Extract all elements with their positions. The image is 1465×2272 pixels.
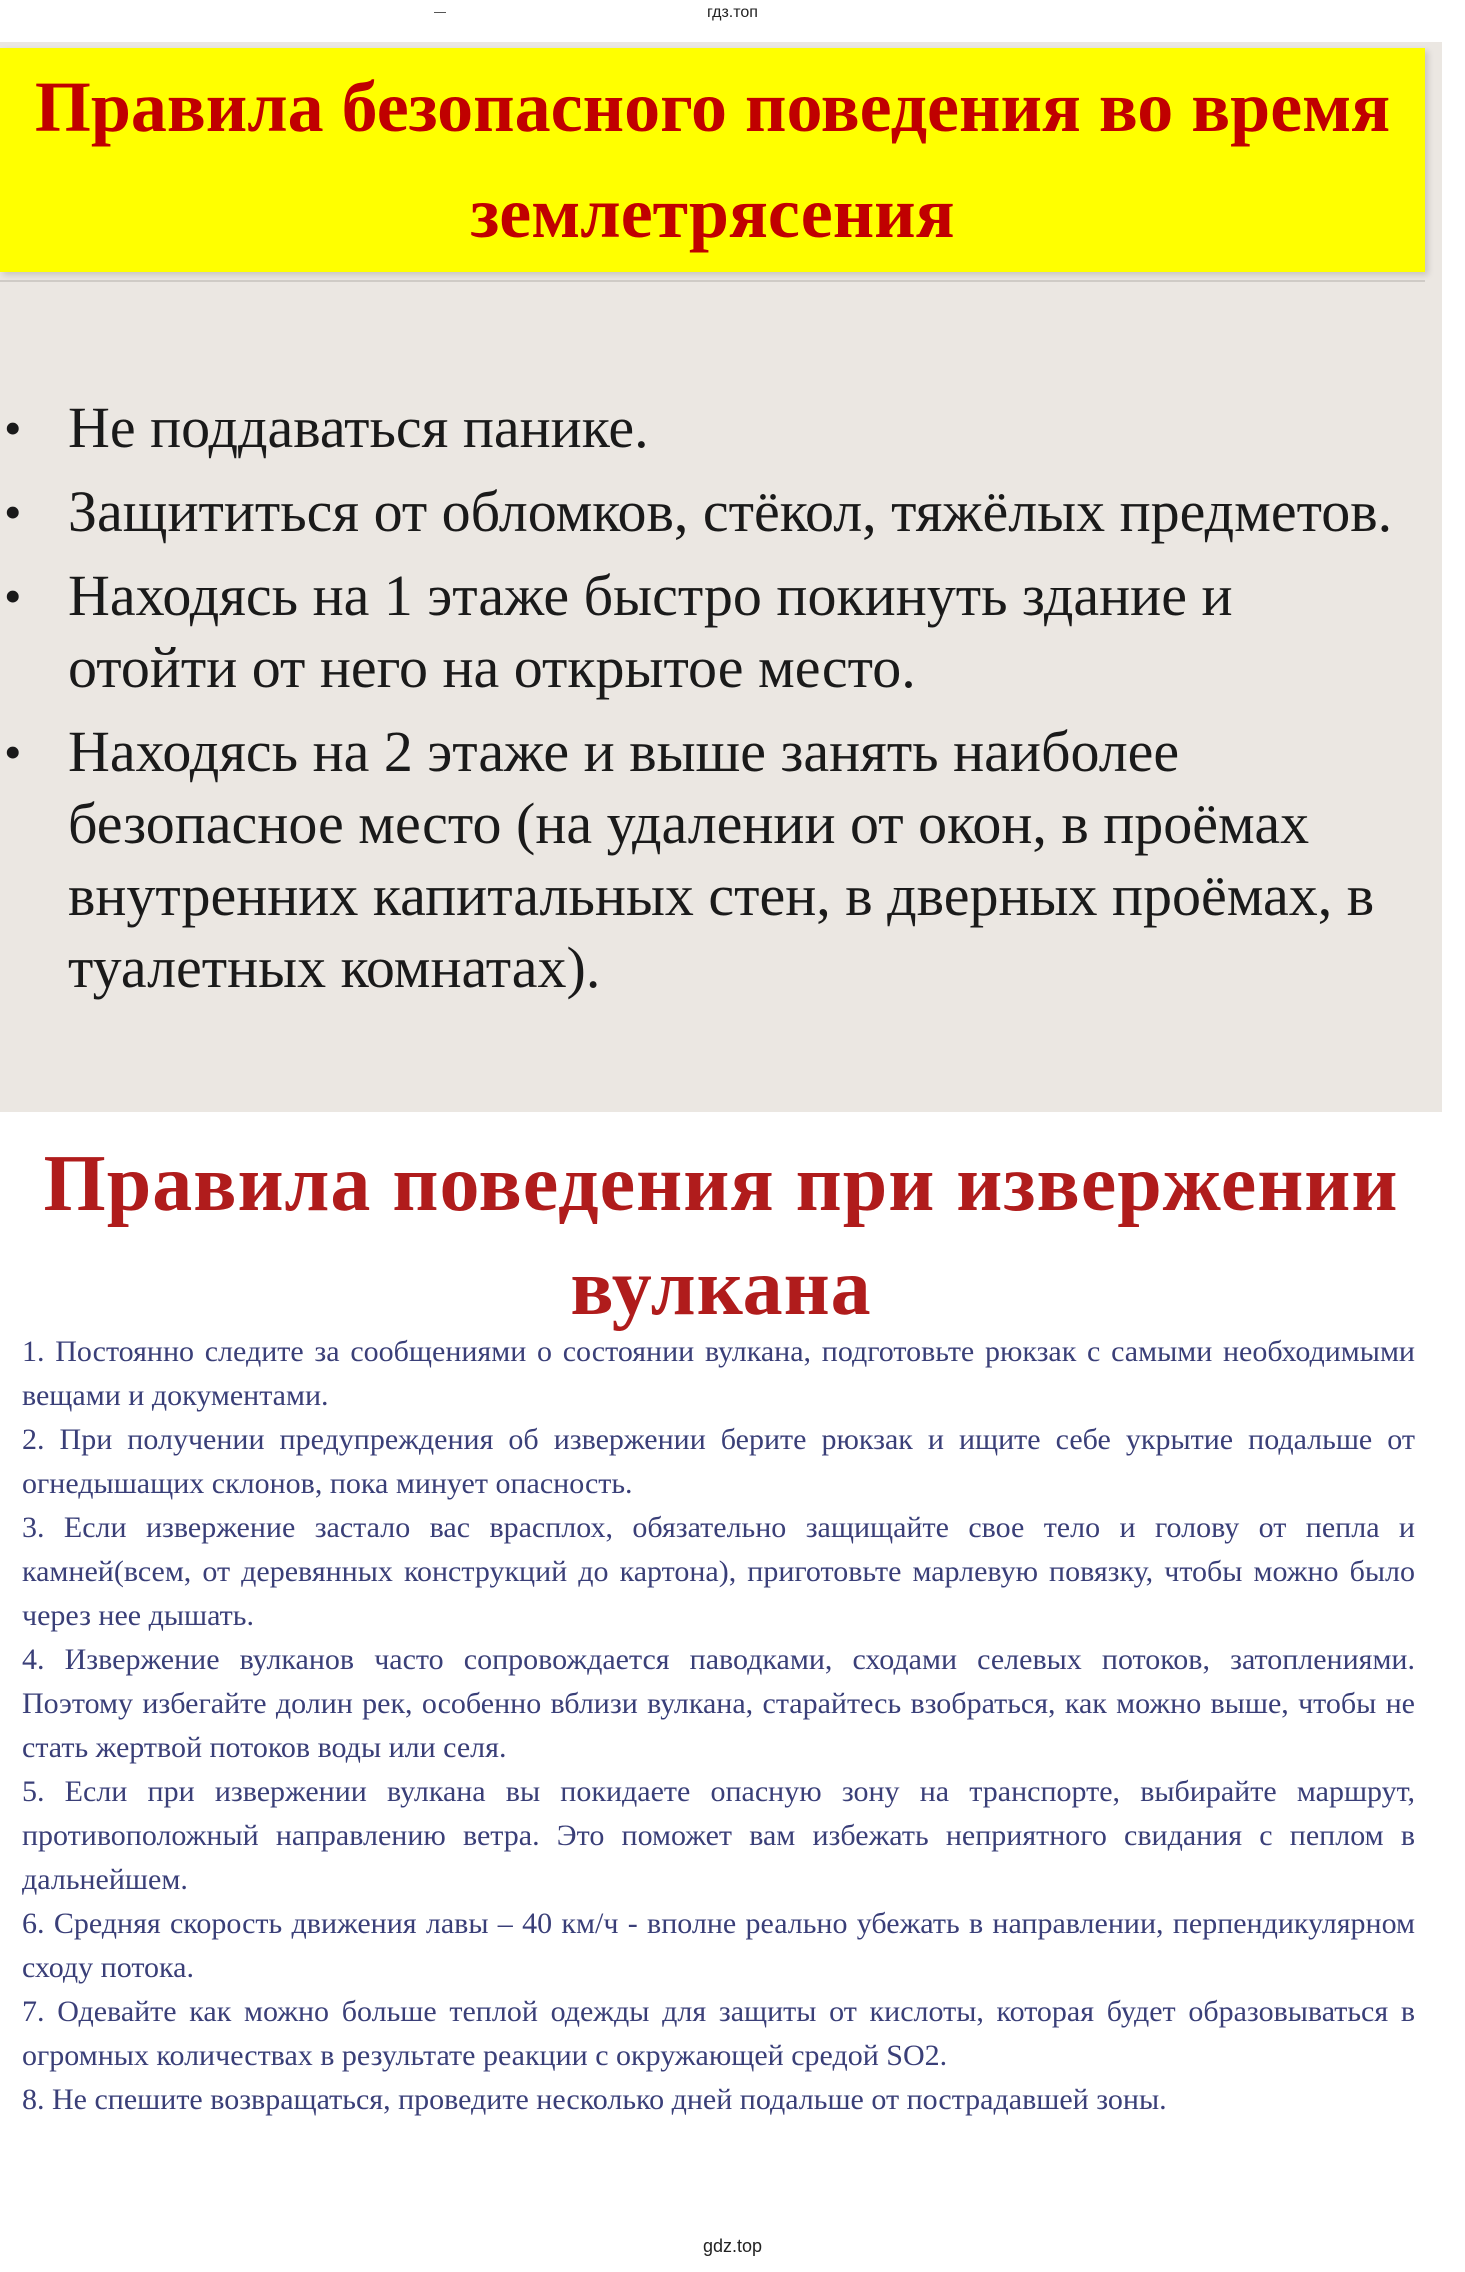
list-item: 2. При получении предупреждения об извержении берите рюкзак и ищите себе укрытие подальше от огнедышащих склонов, пока минует опасность.	[22, 1423, 1415, 1500]
earthquake-slide	[0, 42, 1442, 1112]
list-item-text: Защититься от обломков, стёкол, тяжёлых предметов.	[68, 479, 1393, 544]
volcano-title: Правила поведения при извержении вулкана	[43, 1140, 1399, 1332]
earthquake-title: Правила безопасного поведения во время землетрясения	[34, 67, 1391, 253]
list-item-text: Не поддаваться панике.	[68, 395, 649, 460]
volcano-rules-list	[22, 1330, 1415, 2122]
list-item	[0, 392, 1400, 464]
bullet-icon: •	[4, 400, 22, 456]
list-item	[0, 716, 1400, 1004]
list-item	[0, 560, 1400, 704]
bullet-icon: •	[4, 724, 22, 780]
list-item-text: Находясь на 2 этаже и выше занять наиболее безопасное место (на удалении от окон, в проёмах внутренних капитальных стен, в дверных проёмах, в туалетных комнатах).	[68, 719, 1375, 1000]
list-item-text: Находясь на 1 этаже быстро покинуть здание и отойти от него на открытое место.	[68, 563, 1233, 700]
header-dash	[434, 12, 446, 13]
earthquake-rules-list	[0, 392, 1400, 1016]
site-footer: gdz.top	[702, 2236, 763, 2256]
earthquake-title-bar	[0, 48, 1425, 272]
list-item: 1. Постоянно следите за сообщениями о состоянии вулкана, подготовьте рюкзак с самыми необходимыми вещами и документами.	[22, 1335, 1415, 1412]
list-item: 4. Извержение вулканов часто сопровождается паводками, сходами селевых потоков, затоплениями. Поэтому избегайте долин рек, особенно вблизи вулкана, старайтесь взобраться, как можно выше, чтобы не стать жертвой потоков воды или селя.	[22, 1643, 1415, 1764]
list-item: 6. Средняя скорость движения лавы – 40 км/ч - вполне реально убежать в направлении, перпендикулярном сходу потока.	[22, 1907, 1415, 1984]
list-item	[0, 476, 1400, 548]
site-header: гдз.топ	[707, 4, 758, 21]
bullet-icon: •	[4, 484, 22, 540]
list-item: 7. Одевайте как можно больше теплой одежды для защиты от кислоты, которая будет образовываться в огромных количествах в результате реакции с окружающей средой SO2.	[22, 1995, 1415, 2072]
bullet-icon: •	[4, 568, 22, 624]
list-item: 5. Если при извержении вулкана вы покидаете опасную зону на транспорте, выбирайте маршрут, противоположный направлению ветра. Это поможет вам избежать неприятного свидания с пеплом в дальнейшем.	[22, 1775, 1415, 1896]
volcano-slide	[0, 1112, 1442, 2222]
slide-divider	[0, 280, 1425, 282]
list-item: 8. Не спешите возвращаться, проведите несколько дней подальше от пострадавшей зоны.	[22, 2083, 1167, 2116]
list-item: 3. Если извержение застало вас врасплох, обязательно защищайте свое тело и голову от пепла и камней(всем, от деревянных конструкций до картона), приготовьте марлевую повязку, чтобы можно было через нее дышать.	[22, 1511, 1415, 1632]
